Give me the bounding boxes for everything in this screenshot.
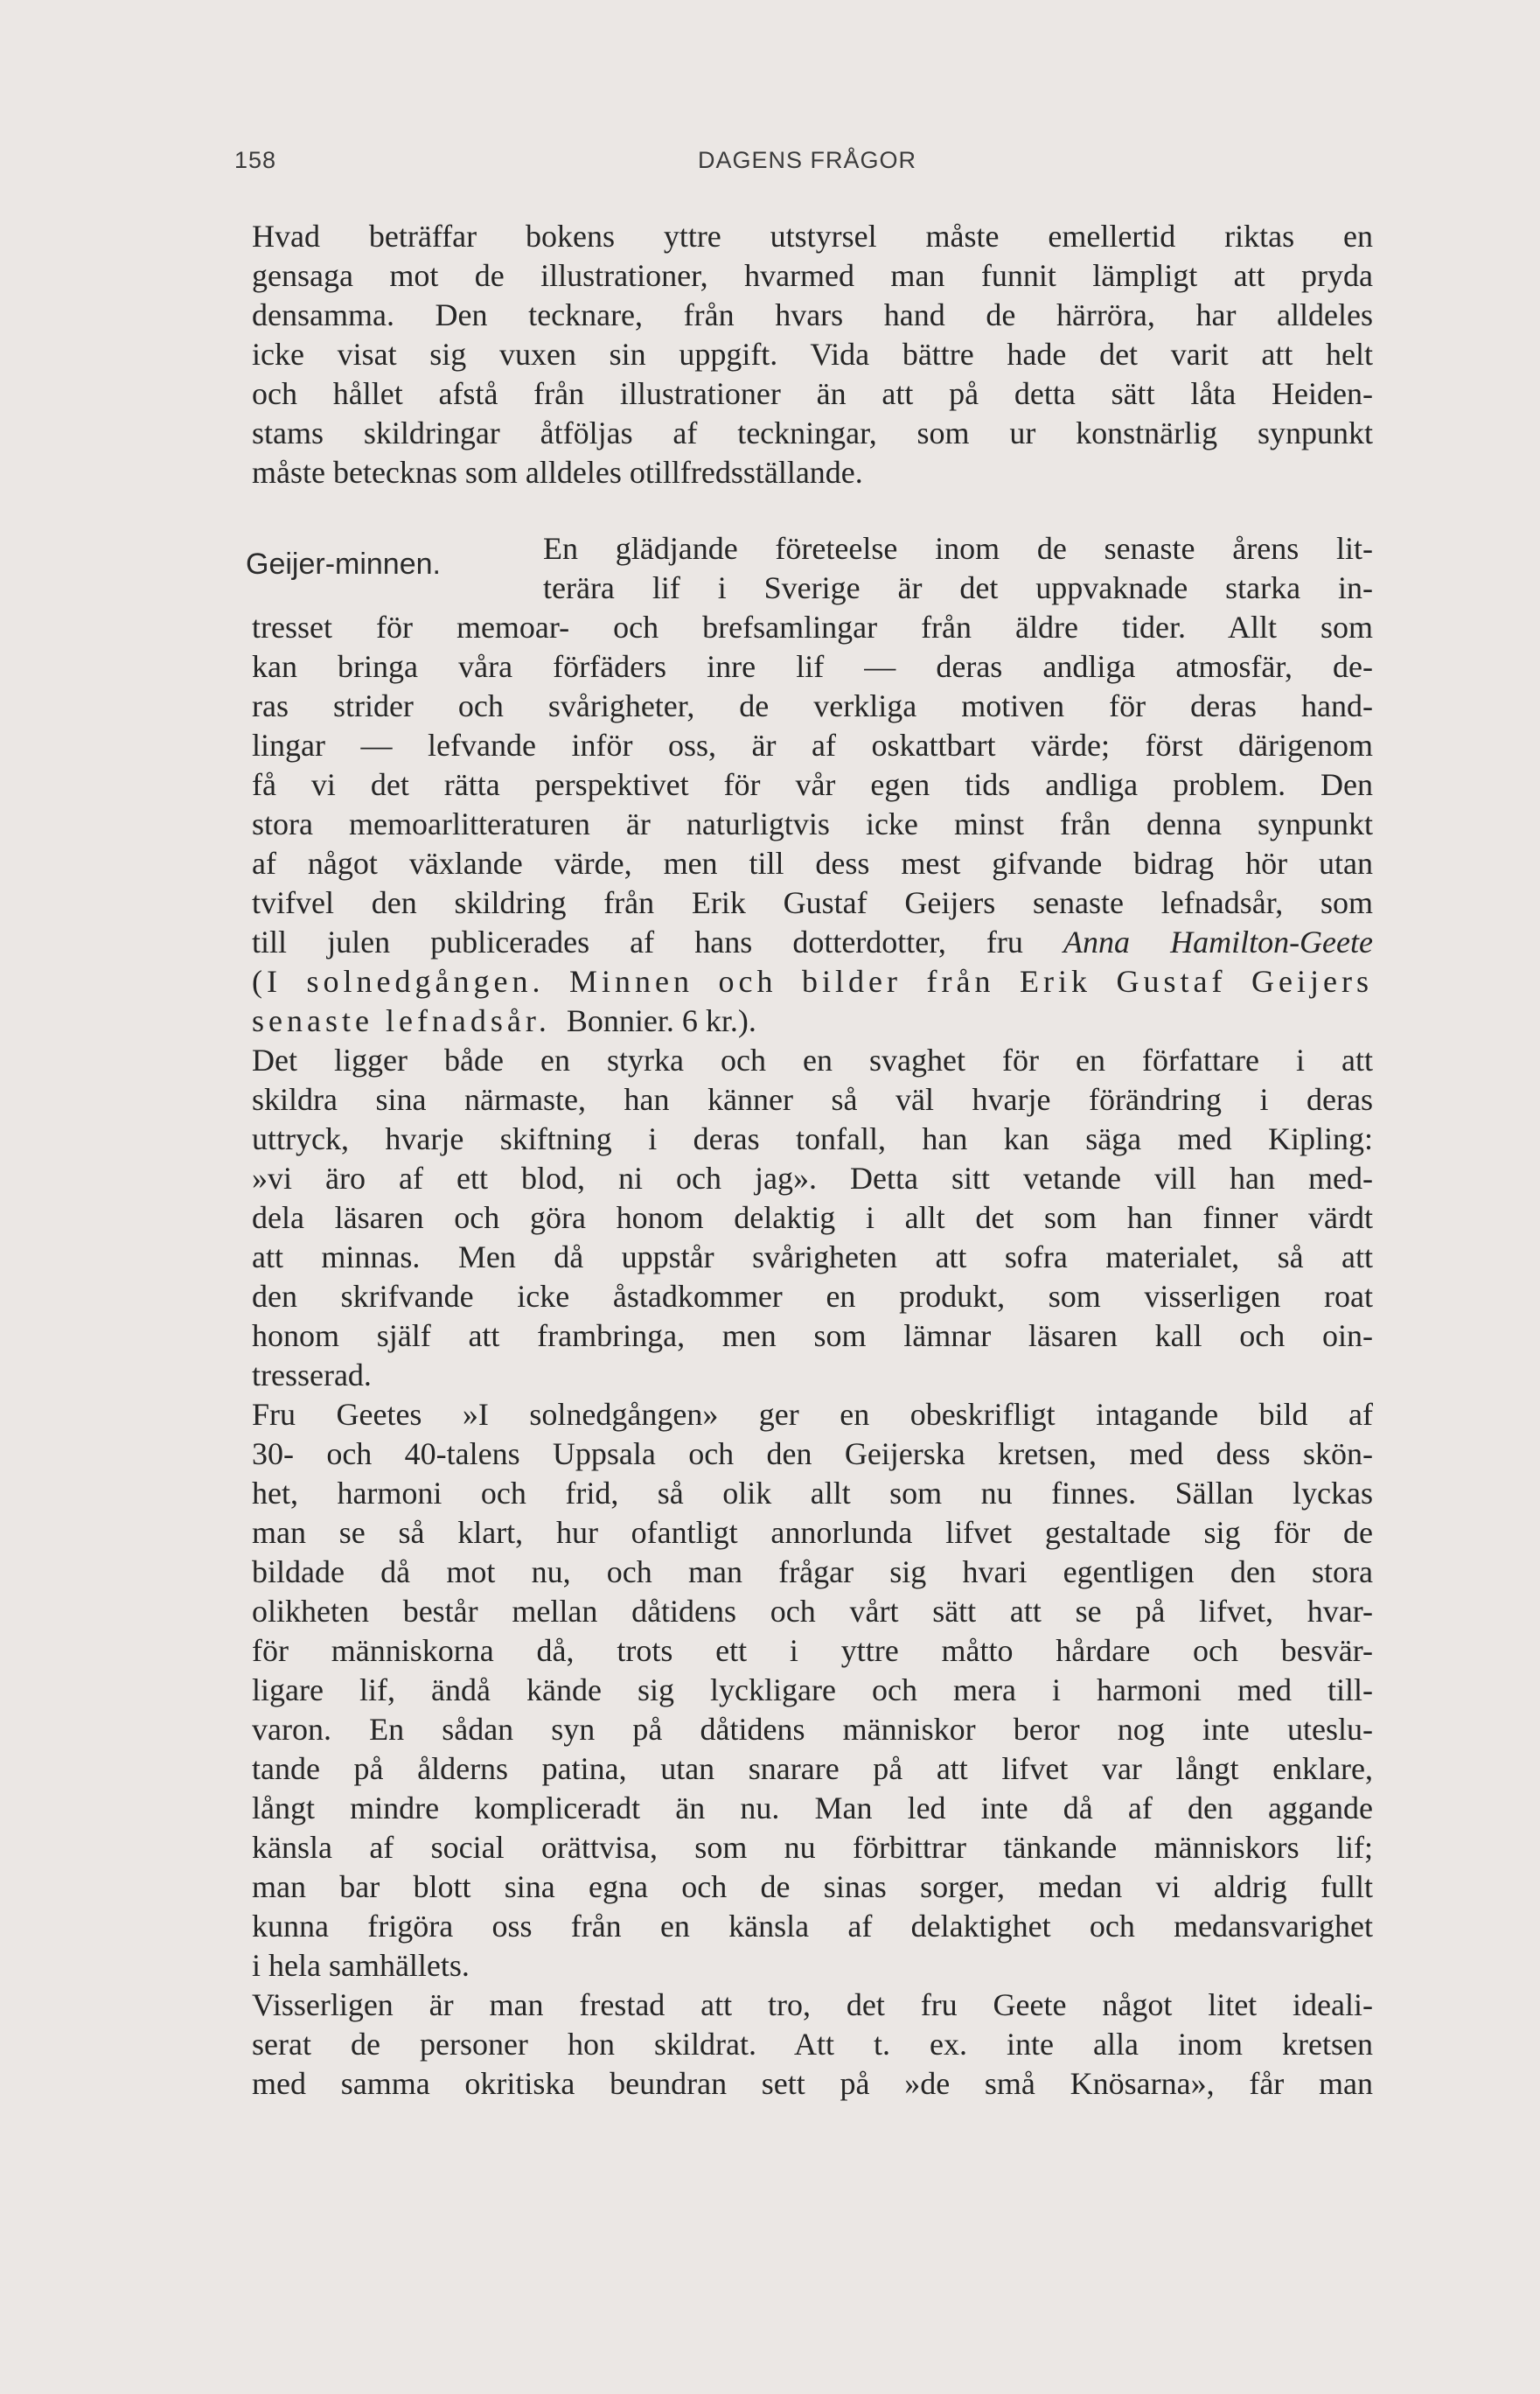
book-title-line: (I solnedgången. Minnen och bilder från Erik Gustaf Geijers: [252, 964, 1373, 999]
text-line: [252, 923, 1373, 963]
text-line: gensaga mot de illustrationer, hvarmed man funnit lämpligt att pryda: [252, 258, 1373, 293]
text-line: lingar — lefvande inför oss, är af oskattbart värde; först därigenom: [252, 728, 1373, 763]
text-line: tande på ålderns patina, utan snarare på att lifvet var långt enklare,: [252, 1751, 1373, 1786]
text-line: dela läsaren och göra honom delaktig i allt det som han finner värdt: [252, 1200, 1373, 1235]
text-line: kunna frigöra oss från en känsla af delaktighet och medansvarighet: [252, 1909, 1373, 1944]
text-line: »vi äro af ett blod, ni och jag». Detta sitt vetande vill han med-: [252, 1161, 1373, 1196]
text-line: af något växlande värde, men till dess mest gifvande bidrag hör utan: [252, 846, 1373, 881]
margin-heading: Geijer-minnen.: [246, 548, 441, 581]
text-line: terära lif i Sverige är det uppvaknade starka in-: [543, 570, 1373, 605]
running-title: DAGENS FRÅGOR: [697, 147, 917, 173]
text-segment: till julen publicerades af hans dotterdotter, fru: [252, 925, 1023, 960]
text-line: icke visat sig vuxen sin uppgift. Vida bättre hade det varit att helt: [252, 337, 1373, 372]
text-line: långt mindre kompliceradt än nu. Man led inte då af den aggande: [252, 1790, 1373, 1825]
text-line: uttryck, hvarje skiftning i deras tonfall, han kan säga med Kipling:: [252, 1121, 1373, 1156]
text-line: 30- och 40-talens Uppsala och den Geijerska kretsen, med dess skön-: [252, 1436, 1373, 1471]
text-line: Hvad beträffar bokens yttre utstyrsel måste emellertid riktas en: [252, 219, 1373, 254]
text-line: för människorna då, trots ett i yttre måtto hårdare och besvär-: [252, 1633, 1373, 1668]
text-line: känsla af social orättvisa, som nu förbittrar tänkande människors lif;: [252, 1830, 1373, 1865]
text-line: tresset för memoar- och brefsamlingar från äldre tider. Allt som: [252, 610, 1373, 645]
text-line: bildade då mot nu, och man frågar sig hvari egentligen den stora: [252, 1554, 1373, 1589]
page-number: 158: [234, 147, 277, 173]
text-line: man bar blott sina egna och de sinas sorger, medan vi aldrig fullt: [252, 1869, 1373, 1904]
text-line: skildra sina närmaste, han känner så väl hvarje förändring i deras: [252, 1082, 1373, 1117]
text-line: honom själf att frambringa, men som lämnar läsaren kall och oin-: [252, 1318, 1373, 1353]
text-line: densamma. Den tecknare, från hvars hand de härröra, har alldeles: [252, 297, 1373, 332]
text-line: varon. En sådan syn på dåtidens människor beror nog inte uteslu-: [252, 1712, 1373, 1747]
text-line: i hela samhällets.: [252, 1948, 470, 1983]
text-line: och hållet afstå från illustrationer än att på detta sätt låta Heiden-: [252, 376, 1373, 411]
book-title-segment: senaste lefnadsår.: [252, 1003, 551, 1038]
text-line: En glädjande företeelse inom de senaste årens lit-: [543, 531, 1373, 566]
text-line: tresserad.: [252, 1358, 372, 1392]
text-line: stams skildringar åtföljas af teckningar, som ur konstnärlig synpunkt: [252, 415, 1373, 450]
text-line: den skrifvande icke åstadkommer en produkt, som visserligen roat: [252, 1279, 1373, 1314]
text-line: tvifvel den skildring från Erik Gustaf Geijers senaste lefnadsår, som: [252, 885, 1373, 920]
text-line: olikheten består mellan dåtidens och vårt sätt att se på lifvet, hvar-: [252, 1594, 1373, 1629]
text-line: serat de personer hon skildrat. Att t. ex. inte alla inom kretsen: [252, 2027, 1373, 2062]
text-line: måste betecknas som alldeles otillfredsställande.: [252, 455, 863, 490]
text-line: kan bringa våra förfäders inre lif — deras andliga atmosfär, de-: [252, 649, 1373, 684]
text-line: Visserligen är man frestad att tro, det fru Geete något litet ideali-: [252, 1987, 1373, 2022]
author-name: Anna Hamilton-Geete: [1063, 925, 1373, 960]
text-line: [252, 1002, 1373, 1042]
text-line: ligare lif, ändå kände sig lyckligare och mera i harmoni med till-: [252, 1672, 1373, 1707]
text-line: het, harmoni och frid, så olik allt som nu finnes. Sällan lyckas: [252, 1476, 1373, 1511]
text-line: med samma okritiska beundran sett på »de små Knösarna», får man: [252, 2066, 1373, 2101]
text-line: Fru Geetes »I solnedgången» ger en obeskrifligt intagande bild af: [252, 1397, 1373, 1432]
text-line: man se så klart, hur ofantligt annorlunda lifvet gestaltade sig för de: [252, 1515, 1373, 1550]
publisher-info: Bonnier. 6 kr.).: [566, 1003, 756, 1038]
text-line: stora memoarlitteraturen är naturligtvis icke minst från denna synpunkt: [252, 806, 1373, 841]
text-line: att minnas. Men då uppstår svårigheten att sofra materialet, så att: [252, 1239, 1373, 1274]
text-line: få vi det rätta perspektivet för vår egen tids andliga problem. Den: [252, 767, 1373, 802]
text-line: ras strider och svårigheter, de verkliga motiven för deras hand-: [252, 688, 1373, 723]
running-head: [234, 147, 1380, 182]
text-line: Det ligger både en styrka och en svaghet för en författare i att: [252, 1043, 1373, 1078]
